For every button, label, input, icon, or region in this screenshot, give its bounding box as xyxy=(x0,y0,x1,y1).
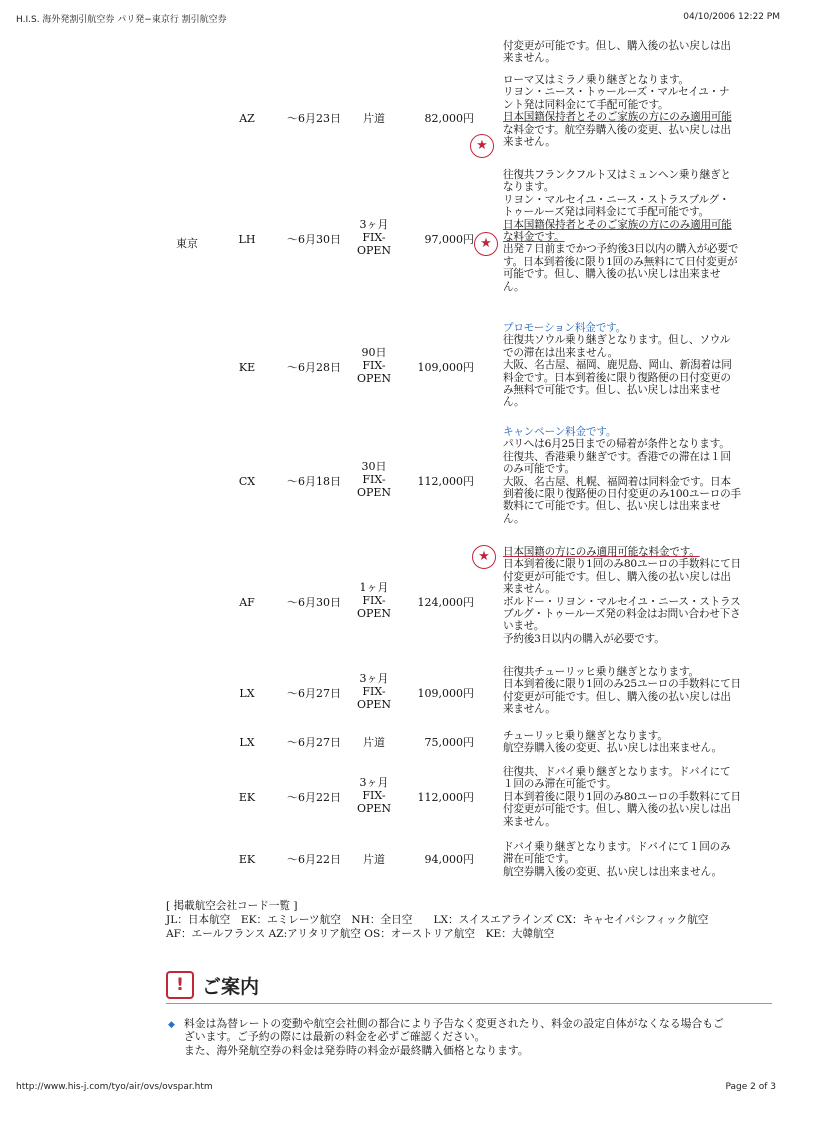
note-line: 日本国籍保持者とそのご家族の方にのみ適用可能 xyxy=(503,218,732,231)
fare-price: 94,000円 xyxy=(424,853,474,866)
page-header-datetime: 04/10/2006 12:22 PM xyxy=(683,12,780,22)
note-line: なります。 xyxy=(503,181,555,194)
ticket-type-line: OPEN xyxy=(356,698,392,711)
note-line: 往復共チューリッヒ乗り継ぎとなります。 xyxy=(503,666,699,678)
airline-code-list xyxy=(166,899,708,941)
fare-note xyxy=(503,666,769,716)
note-line: ローマ又はミラノ乗り継ぎとなります。 xyxy=(503,74,689,86)
note-line: 日本到着後に限り1回のみ80ユーロの手数料にて日 xyxy=(503,790,741,803)
ticket-type-line: 3ヶ月 xyxy=(359,218,389,231)
ticket-type-line: 3ヶ月 xyxy=(359,672,389,685)
fare-note xyxy=(503,169,769,293)
ticket-type xyxy=(350,218,398,257)
fare-price: 124,000円 xyxy=(417,596,474,609)
bullet-diamond-icon: ◆ xyxy=(168,1020,175,1030)
fare-price: 82,000円 xyxy=(424,112,474,125)
valid-until: 〜6月27日 xyxy=(287,736,341,749)
fare-price: 109,000円 xyxy=(417,687,474,700)
ticket-type xyxy=(350,776,398,815)
note-line: 付変更が可能です。但し、購入後の払い戻しは出 xyxy=(503,40,731,52)
note-line: ドバイ乗り継ぎとなります。ドバイにて１回のみ xyxy=(503,841,731,853)
ticket-type xyxy=(350,112,398,125)
fare-price: 75,000円 xyxy=(424,736,474,749)
note-line: リヨン・マルセイユ・ニース・ストラスブルグ・ xyxy=(503,193,730,206)
ticket-type-line: 3ヶ月 xyxy=(359,776,389,789)
ticket-type xyxy=(350,672,398,711)
ticket-type-line: OPEN xyxy=(356,372,392,385)
airline-code: EK xyxy=(238,791,256,804)
airline-code-line: JL：日本航空 EK：エミレーツ航空 NH：全日空 LX：スイスエアラインズ CX：キャセイパシフィック航空 xyxy=(166,914,709,926)
airline-code: AZ xyxy=(239,112,255,125)
valid-until: 〜6月18日 xyxy=(287,475,341,488)
note-line: 航空券購入後の変更、払い戻しは出来ません。 xyxy=(503,742,722,755)
ticket-type-line: 30日 xyxy=(361,460,387,473)
ticket-type-line: FIX- xyxy=(362,359,386,372)
note-line: ん。 xyxy=(503,512,525,525)
note-line: 付変更が可能です。但し、購入後の払い戻しは出 xyxy=(503,690,731,703)
star-mark-icon: ★ xyxy=(474,232,498,256)
guide-text-line: ざいます。ご予約の際には最新の料金を必ずご確認ください。 xyxy=(184,1030,486,1044)
note-line: 日本到着後に限り1回のみ80ユーロの手数料にて日 xyxy=(503,558,741,571)
guide-title: ご案内 xyxy=(202,975,260,998)
note-line: 来ません。 xyxy=(503,703,556,716)
ticket-type-line: 片道 xyxy=(363,736,385,749)
ticket-type xyxy=(350,853,398,866)
departure-city: 東京 xyxy=(176,237,198,250)
ticket-type-line: FIX- xyxy=(362,231,386,244)
guide-section-header xyxy=(166,970,259,1000)
airline-code-line: AF：エールフランス AZ:アリタリア航空 OS：オーストリア航空 KE：大韓航空 xyxy=(166,928,555,940)
note-line: 予約後3日以内の購入が必要です。 xyxy=(503,632,665,645)
airline-code: AF xyxy=(239,596,255,609)
fare-note xyxy=(503,766,769,828)
note-line: 往復共、香港乗り継ぎです。香港での滞在は１回 xyxy=(503,450,731,463)
fare-price: 97,000円 xyxy=(424,233,474,246)
note-line: な料金です。航空券購入後の変更、払い戻しは出 xyxy=(503,123,731,136)
note-line: な料金です。 xyxy=(503,231,565,244)
valid-until: 〜6月22日 xyxy=(287,853,341,866)
note-line: 可能です。但し、購入後の払い戻しは出来ませ xyxy=(503,268,721,281)
note-line: み無料で可能です。但し、払い戻しは出来ませ xyxy=(503,384,721,397)
fare-note xyxy=(503,546,769,645)
guide-text xyxy=(184,1017,774,1057)
note-line: ん。 xyxy=(503,280,525,293)
note-line: キャンペーン料金です。 xyxy=(503,426,617,438)
fare-note xyxy=(503,74,769,148)
ticket-type-line: FIX- xyxy=(362,789,386,802)
airline-code: CX xyxy=(238,475,256,488)
continued-note xyxy=(503,40,769,65)
note-line: 料金です。日本到着後に限り復路便の日付変更の xyxy=(503,371,731,384)
note-line: 日本国籍の方にのみ適用可能な料金です。 xyxy=(503,546,700,558)
ticket-type-line: 1ヶ月 xyxy=(359,581,389,594)
fare-note xyxy=(503,322,769,409)
ticket-type xyxy=(350,460,398,499)
valid-until: 〜6月30日 xyxy=(287,596,341,609)
note-line: いませ。 xyxy=(503,620,545,633)
guide-text-line: 料金は為替レートの変動や航空会社側の都合により予告なく変更されたり、料金の設定自体がなくなる場合もご xyxy=(184,1017,724,1030)
guide-divider xyxy=(166,1003,772,1004)
ticket-type xyxy=(350,346,398,385)
fare-note xyxy=(503,426,769,525)
note-line: チューリッヒ乗り継ぎとなります。 xyxy=(503,730,668,742)
ticket-type xyxy=(350,581,398,620)
ticket-type-line: FIX- xyxy=(362,594,386,607)
ticket-type-line: 片道 xyxy=(363,853,385,866)
note-line: 航空券購入後の変更、払い戻しは出来ません。 xyxy=(503,865,722,878)
note-line: 日本国籍保持者とそのご家族の方にのみ適用可能 xyxy=(503,111,732,124)
ticket-type-line: FIX- xyxy=(362,685,386,698)
valid-until: 〜6月28日 xyxy=(287,361,341,374)
note-line: 到着後に限り復路便の日付変更のみ100ユーロの手 xyxy=(503,488,741,501)
ticket-type-line: OPEN xyxy=(356,607,392,620)
valid-until: 〜6月23日 xyxy=(287,112,341,125)
note-line: ント発は同料金にて手配可能です。 xyxy=(503,98,669,111)
airline-code: LX xyxy=(239,736,255,749)
note-line: 大阪、名古屋、福岡、鹿児島、岡山、新潟着は同 xyxy=(503,359,732,372)
ticket-type-line: OPEN xyxy=(356,486,392,499)
note-line: 往復共ソウル乗り継ぎとなります。但し、ソウル xyxy=(503,334,731,347)
note-line: 来ません。 xyxy=(503,583,556,596)
note-line: プロモーション料金です。 xyxy=(503,322,627,334)
note-line: す。日本到着後に限り1回のみ無料にて日付変更が xyxy=(503,255,738,268)
note-line: 往復共、ドバイ乗り継ぎとなります。ドバイにて xyxy=(503,766,731,778)
star-mark-icon: ★ xyxy=(472,545,496,569)
note-line: 大阪、名古屋、札幌、福岡着は同料金です。日本 xyxy=(503,475,731,488)
fare-price: 109,000円 xyxy=(417,361,474,374)
airline-code: LX xyxy=(239,687,255,700)
valid-until: 〜6月22日 xyxy=(287,791,341,804)
ticket-type-line: 片道 xyxy=(363,112,385,125)
page-footer-page-number: Page 2 of 3 xyxy=(725,1082,776,1092)
airline-code-heading: [ 掲載航空会社コード一覧 ] xyxy=(166,900,298,912)
airline-code: KE xyxy=(238,361,256,374)
note-line: 来ません。 xyxy=(503,52,556,65)
fare-note xyxy=(503,730,769,755)
note-line: １回のみ滞在可能です。 xyxy=(503,778,617,791)
note-line: 往復共フランクフルト又はミュンヘン乗り継ぎと xyxy=(503,169,731,181)
note-line: ん。 xyxy=(503,396,525,409)
note-line: 滞在可能です。 xyxy=(503,853,575,866)
note-line: トゥールーズ発は同料金にて手配可能です。 xyxy=(503,206,710,219)
star-mark-icon: ★ xyxy=(470,134,494,158)
guide-text-line: また、海外発航空券の料金は発券時の料金が最終購入価格となります。 xyxy=(184,1043,529,1057)
fare-price: 112,000円 xyxy=(417,791,474,804)
page-header-title: H.I.S. 海外発割引航空券 パリ発−東京行 割引航空券 xyxy=(16,15,227,25)
valid-until: 〜6月27日 xyxy=(287,687,341,700)
fare-price: 112,000円 xyxy=(417,475,474,488)
note-line: での滞在は出来ません。 xyxy=(503,346,618,359)
note-line: 出発７日前までかつ予約後3日以内の購入が必要で xyxy=(503,243,739,256)
airline-code: EK xyxy=(238,853,256,866)
note-line: 付変更が可能です。但し、購入後の払い戻しは出 xyxy=(503,570,731,583)
ticket-type-line: FIX- xyxy=(362,473,386,486)
exclamation-icon: ! xyxy=(166,971,194,999)
note-line: ブルグ・トゥールーズ発の料金はお問い合わせ下さ xyxy=(503,608,741,621)
note-line: 付変更が可能です。但し、購入後の払い戻しは出 xyxy=(503,803,731,816)
note-line: リヨン・ニース・トゥールーズ・マルセイユ・ナ xyxy=(503,86,730,99)
fare-note xyxy=(503,841,769,878)
valid-until: 〜6月30日 xyxy=(287,233,341,246)
note-line: のみ可能です。 xyxy=(503,463,575,476)
ticket-type-line: OPEN xyxy=(356,802,392,815)
ticket-type-line: 90日 xyxy=(361,346,387,359)
airline-code: LH xyxy=(238,233,256,246)
note-line: 日本到着後に限り1回のみ25ユーロの手数料にて日 xyxy=(503,678,741,691)
ticket-type xyxy=(350,736,398,749)
note-line: ボルドー・リヨン・マルセイユ・ニース・ストラス xyxy=(503,595,741,608)
note-line: パリへは6月25日までの帰着が条件となります。 xyxy=(503,438,730,451)
ticket-type-line: OPEN xyxy=(356,244,392,257)
note-line: 来ません。 xyxy=(503,136,556,149)
note-line: 数料にて可能です。但し、払い戻しは出来ませ xyxy=(503,500,721,513)
note-line: 来ません。 xyxy=(503,815,556,828)
page-footer-url: http://www.his-j.com/tyo/air/ovs/ovspar.htm xyxy=(16,1082,213,1092)
